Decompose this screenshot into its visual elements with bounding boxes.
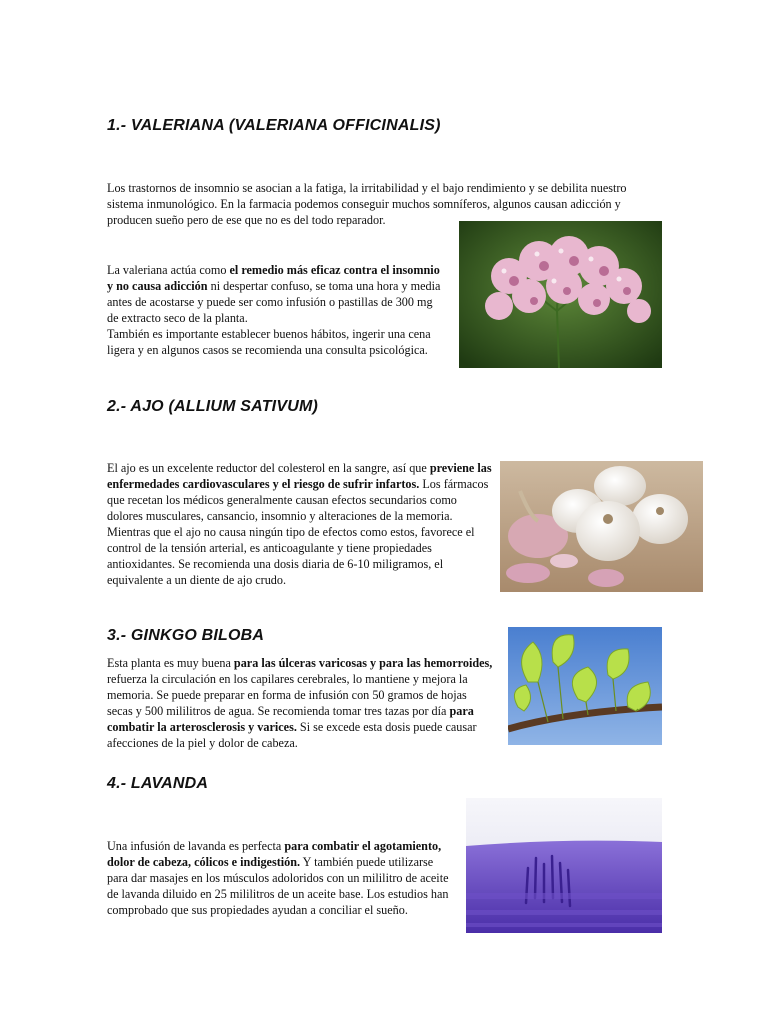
section-title-ajo: 2.- AJO (ALLIUM SATIVUM) [107,398,319,415]
paragraph-lavanda: Una infusión de lavanda es perfecta para combatir el agotamiento, dolor de cabeza, cólicos e indigestión. Y también puede utilizarse para dar masajes en los músculos adoloridos con un mililitro de aceite de lavanda diluido en 25 mililitros de un aceite base. Los estudios han comprobado que sus propiedades ayudan a conciliar el sueño. [107,839,449,917]
section-title-valeriana: 1.- VALERIANA (VALERIANA OFFICINALIS) [107,117,441,134]
valerian-flowers-photo [459,221,662,368]
section-title-lavanda: 4.- LAVANDA [107,775,209,792]
section-title-ginkgo: 3.- GINKGO BILOBA [107,627,265,644]
lavender-field-photo [466,798,662,933]
garlic-bulbs-photo [500,461,703,592]
paragraph-ajo: El ajo es un excelente reductor del colesterol en la sangre, así que previene las enfermedades cardiovasculares y el riesgo de sufrir infartos. Los fármacos que recetan los médicos generalmente causan efectos secundarios como dolores musculares, cansancio, insomnio y alteraciones de la memoria. Mientras que el ajo no causa ningún tipo de efectos como estos, favorece el control de la tensión arterial, es anticoagulante y tiene propiedades antioxidantes. Se recomienda una dosis diaria de 6-10 miligramos, el equivalente a un diente de ajo crudo. [107,461,492,587]
paragraph-valeriana-body: La valeriana actúa como el remedio más eficaz contra el insomnio y no causa adicción ni despertar confuso, se toma una hora y media antes de acostarse y puede ser como infusión o pastillas de 300 mg de extracto seco de la planta. También es importante establecer buenos hábitos, ingerir una cena ligera y en algunos casos se recomienda una consulta psicológica. [107,263,441,357]
paragraph-valeriana-intro: Los trastornos de insomnio se asocian a la fatiga, la irritabilidad y el bajo rendimiento y se debilita nuestro sistema inmunológico. En la farmacia podemos conseguir muchos somníferos, algunos causan adicción y producen sueño pero de ese que no es del todo reparador. [107,181,627,227]
ginkgo-leaves-photo [508,627,662,745]
paragraph-ginkgo: Esta planta es muy buena para las úlceras varicosas y para las hemorroides, refuerza la circulación en los capilares cerebrales, lo mantiene y mejora la memoria. Se puede preparar en forma de infusión con 50 gramos de hojas secas y 500 mililitros de agua. Se recomienda tomar tres tazas por día para combatir la arterosclerosis y varices. Si se excede esta dosis puede causar afecciones de la piel y dolor de cabeza. [107,656,493,750]
